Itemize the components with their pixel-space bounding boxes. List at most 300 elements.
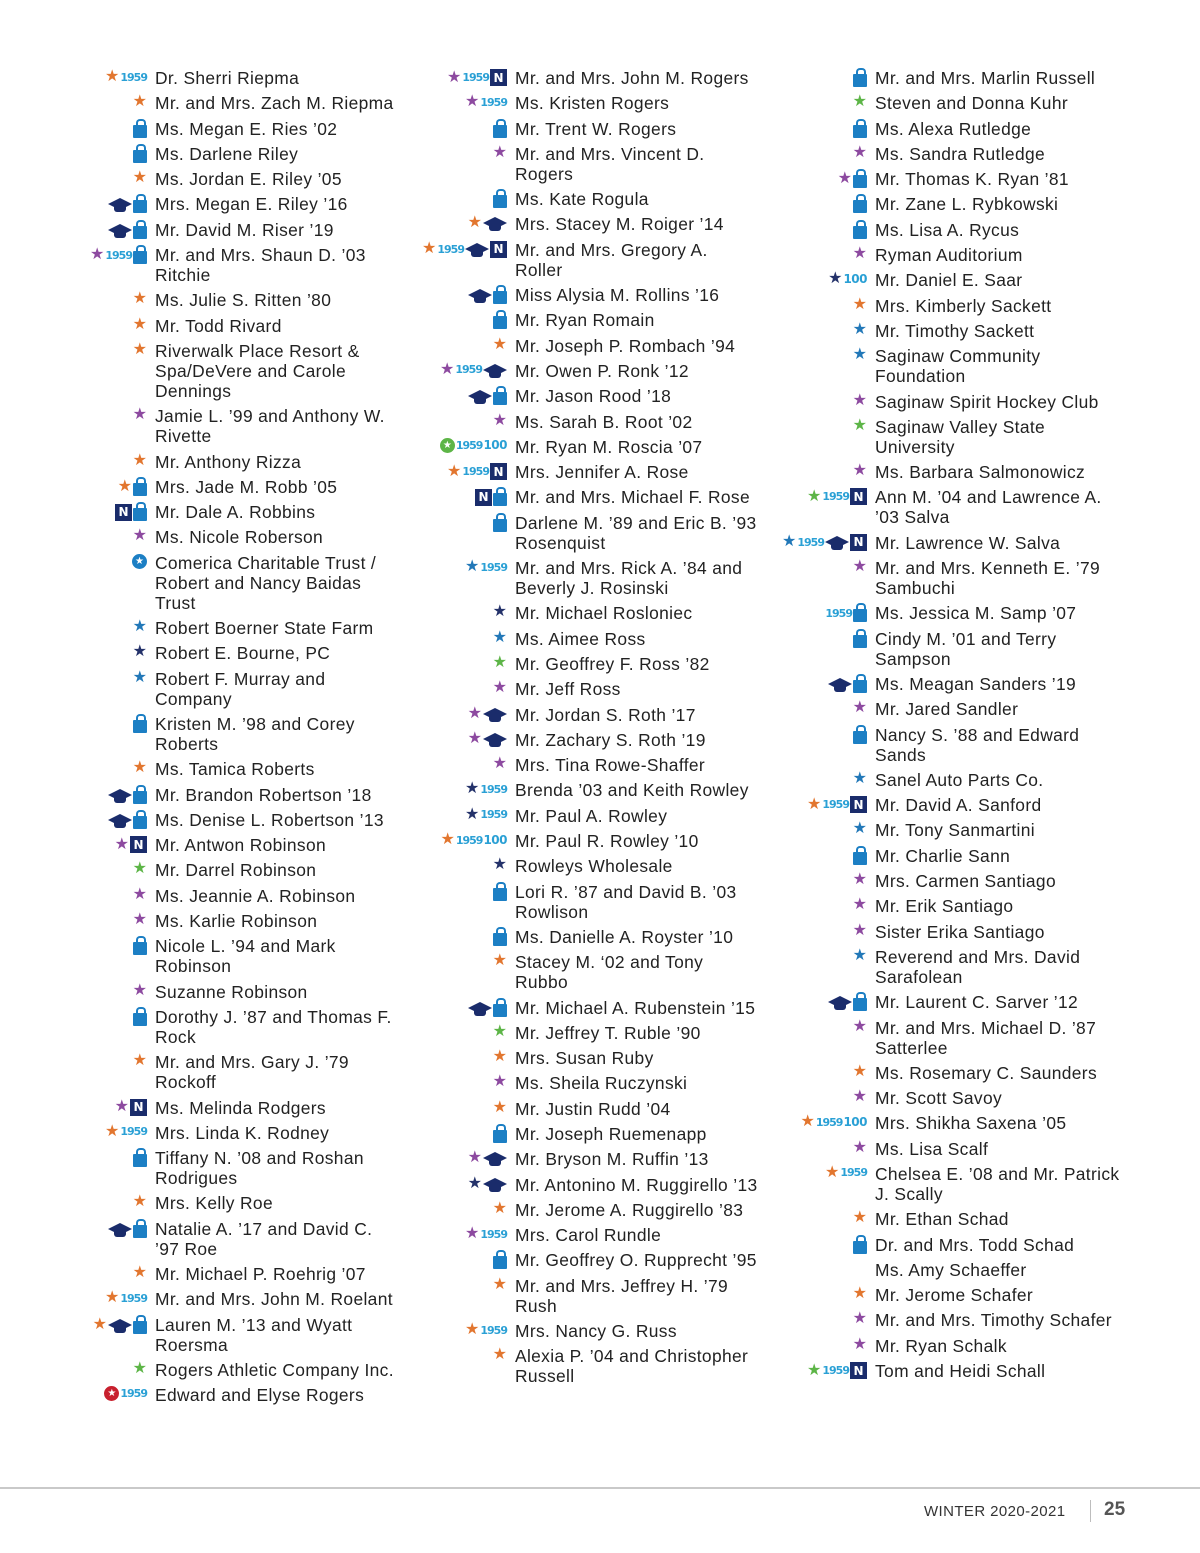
donor-name: Mr. Daniel E. Saar — [875, 270, 1023, 291]
star-orange-icon: ★ — [132, 1263, 147, 1281]
donor-name: Mrs. Susan Ruby — [515, 1048, 654, 1069]
star-teal-icon: ★ — [132, 618, 147, 636]
recognition-icons — [468, 731, 507, 747]
donor-name: Mr. Ethan Schad — [875, 1209, 1009, 1230]
year-1959-icon: 1959 — [480, 808, 507, 822]
donor-entry — [720, 462, 1120, 482]
donor-entry — [360, 654, 760, 674]
star-teal-icon: ★ — [492, 628, 507, 646]
year-1959-icon: 1959 — [462, 465, 489, 479]
hundred-icon: 100 — [483, 438, 507, 453]
donor-name: Lori R. ’87 and David B. ’03 Rowlison — [515, 881, 737, 922]
donor-name: Mrs. Nancy G. Russ — [515, 1321, 677, 1342]
star-orange-icon: ★ — [852, 295, 867, 313]
star-purple-icon: ★ — [132, 981, 147, 999]
year-1959-icon: 1959 — [120, 1387, 147, 1401]
donor-entry — [360, 755, 760, 775]
recognition-icons — [493, 413, 507, 429]
donor-entry — [360, 882, 760, 922]
shopping-bag-icon — [853, 635, 867, 648]
recognition-icons — [853, 69, 867, 87]
graduation-cap-icon — [825, 534, 849, 550]
star-purple-icon: ★ — [852, 558, 867, 576]
recognition-icons — [493, 1347, 507, 1363]
shopping-bag-icon — [853, 852, 867, 865]
shopping-bag-icon — [133, 226, 147, 239]
donor-name: Mr. and Mrs. Timothy Schafer — [875, 1310, 1112, 1331]
donor-entry — [0, 835, 400, 855]
donor-name: Mr. Bryson M. Ruffin ’13 — [515, 1149, 709, 1170]
donor-entry — [720, 245, 1120, 265]
donor-name: Ms. Danielle A. Royster ’10 — [515, 926, 734, 947]
year-1959-icon: 1959 — [480, 1323, 507, 1337]
star-purple-icon: ★ — [132, 911, 147, 929]
donor-entry — [360, 1225, 760, 1245]
recognition-icons — [807, 1362, 867, 1379]
donor-name: Mr. Laurent C. Sarver ’12 — [875, 992, 1079, 1013]
donor-entry — [720, 1113, 1120, 1133]
recognition-icons — [115, 836, 147, 853]
recognition-icons — [93, 1316, 147, 1334]
donor-entry — [360, 831, 760, 851]
star-navy-icon: ★ — [492, 856, 507, 874]
year-1959-icon: 1959 — [480, 560, 507, 574]
star-green-icon: ★ — [852, 416, 867, 434]
star-purple-icon: ★ — [440, 360, 455, 378]
donor-entry — [720, 992, 1120, 1012]
donor-entry — [360, 1099, 760, 1119]
donor-entry — [360, 1346, 760, 1386]
recognition-icons — [468, 215, 507, 231]
donor-name: Mr. Justin Rudd ’04 — [515, 1098, 671, 1119]
star-purple-icon: ★ — [492, 411, 507, 429]
year-1959-icon: 1959 — [455, 438, 483, 452]
donor-name: Riverwalk Place Resort & Spa/DeVere and Carole Dennings — [155, 340, 360, 401]
recognition-icons — [825, 604, 867, 622]
recognition-icons — [90, 246, 147, 264]
donor-entry — [360, 1200, 760, 1220]
donor-name: Ms. Kate Rogula — [515, 189, 649, 210]
donor-name: Dorothy J. ’87 and Thomas F. Rock — [155, 1006, 392, 1047]
donor-entry — [0, 316, 400, 336]
shopping-bag-icon — [493, 291, 507, 304]
donor-name: Mr. and Mrs. Michael D. ’87 Satterlee — [875, 1017, 1097, 1058]
recognition-icons — [468, 387, 507, 405]
donor-name: Mrs. Carmen Santiago — [875, 871, 1056, 892]
graduation-cap-icon — [468, 287, 492, 303]
donor-name: Mr. Zane L. Rybkowski — [875, 194, 1059, 215]
donor-name: Miss Alysia M. Rollins ’16 — [515, 285, 720, 306]
recognition-icons — [468, 1150, 507, 1166]
donor-name: Brenda ’03 and Keith Rowley — [515, 780, 749, 801]
donor-name: Reverend and Mrs. David Sarafolean — [875, 946, 1081, 987]
recognition-icons — [133, 670, 147, 686]
graduation-cap-icon — [108, 1221, 132, 1237]
recognition-icons — [493, 604, 507, 620]
donor-name: Mr. and Mrs. Shaun D. ’03 Ritchie — [155, 245, 366, 286]
recognition-icons — [493, 928, 507, 946]
donor-name: Mrs. Linda K. Rodney — [155, 1122, 330, 1143]
star-orange-icon: ★ — [492, 1346, 507, 1364]
donor-name: Ms. Julie S. Ritten ’80 — [155, 290, 332, 311]
recognition-icons — [493, 1251, 507, 1269]
donor-entry — [360, 412, 760, 432]
graduation-cap-icon — [108, 222, 132, 238]
star-teal-icon: ★ — [132, 668, 147, 686]
recognition-icons — [493, 953, 507, 969]
donor-entry — [720, 487, 1120, 527]
recognition-icons — [853, 1286, 867, 1302]
star-orange-icon: ★ — [852, 1209, 867, 1227]
star-purple-icon: ★ — [852, 871, 867, 889]
donor-entry — [720, 119, 1120, 139]
page-number: 25 — [1104, 1499, 1126, 1520]
donor-entry — [720, 68, 1120, 88]
recognition-icons — [853, 1019, 867, 1035]
donor-entry — [0, 68, 400, 88]
donor-entry — [360, 952, 760, 992]
year-1959-icon: 1959 — [825, 606, 852, 620]
donor-entry — [0, 341, 400, 401]
donor-name: Mrs. Kimberly Sackett — [875, 295, 1052, 316]
donor-entry — [360, 189, 760, 209]
donor-name: Mr. Thomas K. Ryan ’81 — [875, 169, 1069, 190]
recognition-icons — [782, 534, 867, 551]
year-1959-icon: 1959 — [480, 95, 507, 109]
recognition-icons — [133, 342, 147, 358]
recognition-icons — [853, 393, 867, 409]
recognition-icons — [493, 337, 507, 353]
donor-name: Ms. Tamica Roberts — [155, 759, 315, 780]
star-orange-icon: ★ — [492, 952, 507, 970]
donor-entry — [720, 871, 1120, 891]
recognition-icons — [133, 760, 147, 776]
recognition-icons — [133, 170, 147, 186]
recognition-icons — [133, 1008, 147, 1026]
donor-entry — [360, 927, 760, 947]
donor-entry — [360, 487, 760, 507]
recognition-icons — [132, 554, 147, 569]
donor-name: Dr. Sherri Riepma — [155, 68, 300, 88]
donor-name: Mr. Lawrence W. Salva — [875, 532, 1061, 553]
donor-entry — [360, 558, 760, 598]
donor-name: Mr. and Mrs. Jeffrey H. ’79 Rush — [515, 1275, 729, 1316]
donor-name: Mr. and Mrs. Rick A. ’84 and Beverly J. Rosinski — [515, 558, 743, 599]
recognition-icons — [133, 94, 147, 110]
donor-name: Ms. Lisa A. Rycus — [875, 219, 1020, 240]
recognition-icons — [493, 655, 507, 671]
recognition-icons — [853, 700, 867, 716]
donor-entry — [0, 1289, 400, 1309]
donor-entry — [720, 220, 1120, 240]
donor-name: Chelsea E. ’08 and Mr. Patrick J. Scally — [875, 1163, 1120, 1204]
donor-name: Rogers Athletic Company Inc. — [155, 1359, 394, 1380]
donor-name: Mr. David M. Riser ’19 — [155, 219, 334, 240]
shopping-bag-icon — [133, 1154, 147, 1167]
year-1959-icon: 1959 — [480, 782, 507, 796]
recognition-icons — [468, 1176, 507, 1192]
star-orange-icon: ★ — [440, 831, 455, 849]
donor-entry — [0, 1315, 400, 1355]
star-orange-icon: ★ — [807, 795, 822, 813]
shopping-bag-icon — [493, 1004, 507, 1017]
star-purple-icon: ★ — [852, 699, 867, 717]
n-club-icon: N — [850, 488, 867, 505]
donor-name: Mr. Anthony Rizza — [155, 451, 302, 472]
donor-entry — [0, 911, 400, 931]
star-orange-icon: ★ — [852, 1285, 867, 1303]
n-club-icon: N — [115, 504, 132, 521]
donor-entry — [720, 603, 1120, 623]
donor-name: Mrs. Carol Rundle — [515, 1225, 662, 1246]
recognition-icons — [853, 630, 867, 648]
donor-name: Mr. Geoffrey F. Ross ’82 — [515, 653, 710, 674]
shopping-bag-icon — [493, 195, 507, 208]
donor-name: Mr. Geoffrey O. Rupprecht ’95 — [515, 1250, 757, 1271]
recognition-icons — [465, 94, 507, 110]
donor-entry — [360, 513, 760, 553]
donor-entry — [720, 533, 1120, 553]
recognition-icons — [133, 528, 147, 544]
shopping-bag-icon — [853, 680, 867, 693]
n-club-icon: N — [490, 241, 507, 258]
star-purple-icon: ★ — [852, 1310, 867, 1328]
star-purple-icon: ★ — [467, 1149, 482, 1167]
recognition-icons — [807, 796, 867, 813]
star-purple-icon: ★ — [132, 527, 147, 545]
hundred-icon: 100 — [843, 272, 867, 287]
star-orange-icon: ★ — [132, 340, 147, 358]
donor-entry — [360, 214, 760, 234]
donor-name: Mr. Jason Rood ’18 — [515, 386, 672, 407]
recognition-icons — [133, 983, 147, 999]
shopping-bag-icon — [853, 1241, 867, 1254]
donor-name: Ms. Aimee Ross — [515, 628, 646, 649]
donor-entry — [720, 194, 1120, 214]
star-purple-icon: ★ — [114, 835, 129, 853]
donor-entry — [0, 144, 400, 164]
donor-name: Tiffany N. ’08 and Roshan Rodrigues — [155, 1148, 364, 1189]
recognition-icons — [493, 1049, 507, 1065]
donor-name: Ms. Jessica M. Samp ’07 — [875, 603, 1077, 624]
recognition-icons — [133, 1361, 147, 1377]
recognition-icons — [853, 221, 867, 239]
star-orange-icon: ★ — [132, 93, 147, 111]
donor-entry — [0, 1052, 400, 1092]
star-purple-icon: ★ — [132, 406, 147, 424]
footer-separator — [1090, 1500, 1091, 1522]
year-1959-icon: 1959 — [105, 248, 132, 262]
n-club-icon: N — [475, 489, 492, 506]
donor-entry — [360, 361, 760, 381]
graduation-cap-icon — [108, 787, 132, 803]
donor-name: Ms. Jeannie A. Robinson — [155, 885, 356, 906]
donor-name: Mr. and Mrs. Michael F. Rose — [515, 487, 750, 508]
donor-entry — [360, 603, 760, 623]
recognition-icons — [468, 999, 507, 1017]
donor-entry — [720, 1139, 1120, 1159]
shopping-bag-icon — [493, 1130, 507, 1143]
donor-entry — [360, 730, 760, 750]
shopping-bag-icon — [133, 483, 147, 496]
shopping-bag-icon — [133, 1225, 147, 1238]
donor-entry — [720, 674, 1120, 694]
hundred-icon: 100 — [843, 1115, 867, 1130]
star-purple-icon: ★ — [852, 896, 867, 914]
recognition-icons — [133, 1149, 147, 1167]
star-purple-icon: ★ — [492, 755, 507, 773]
donor-name: Mrs. Stacey M. Roiger ’14 — [515, 214, 724, 235]
recognition-icons — [493, 514, 507, 532]
recognition-icons — [104, 1386, 147, 1401]
donor-name: Mr. Jeffrey T. Ruble ’90 — [515, 1022, 701, 1043]
donor-entry — [720, 699, 1120, 719]
donor-name: Ms. Kristen Rogers — [515, 93, 670, 114]
recognition-icons — [133, 1265, 147, 1281]
star-orange-icon: ★ — [492, 1098, 507, 1116]
recognition-icons — [115, 503, 147, 521]
circled-star-red-icon: ★ — [104, 1386, 119, 1401]
donor-name: Mr. and Mrs. Marlin Russell — [875, 68, 1096, 88]
recognition-icons — [853, 771, 867, 787]
donor-entry — [0, 93, 400, 113]
recognition-icons — [853, 246, 867, 262]
recognition-icons — [440, 438, 507, 453]
donor-name: Ms. Sarah B. Root ’02 — [515, 411, 693, 432]
donor-name: Saginaw Spirit Hockey Club — [875, 391, 1099, 412]
recognition-icons — [108, 811, 147, 829]
donor-name: Ryman Auditorium — [875, 245, 1023, 266]
recognition-icons — [493, 756, 507, 772]
donor-name: Mr. and Mrs. John M. Rogers — [515, 68, 749, 88]
star-purple-icon: ★ — [467, 704, 482, 722]
donor-name: Mr. Brandon Robertson ’18 — [155, 784, 372, 805]
recognition-icons — [853, 923, 867, 939]
star-teal-icon: ★ — [852, 769, 867, 787]
star-green-icon: ★ — [132, 1359, 147, 1377]
recognition-icons — [105, 1290, 147, 1306]
recognition-icons — [800, 1114, 867, 1130]
donor-entry — [360, 780, 760, 800]
donor-entry — [720, 296, 1120, 316]
graduation-cap-icon — [483, 706, 507, 722]
star-teal-icon: ★ — [852, 946, 867, 964]
shopping-bag-icon — [493, 125, 507, 138]
donor-name: Darlene M. ’89 and Eric B. ’93 Rosenquist — [515, 512, 757, 553]
donor-entry — [360, 93, 760, 113]
donor-name: Mrs. Jade M. Robb ’05 — [155, 476, 338, 497]
donor-name: Mr. Michael A. Rubenstein ’15 — [515, 997, 756, 1018]
shopping-bag-icon — [493, 316, 507, 329]
n-club-icon: N — [130, 1099, 147, 1116]
shopping-bag-icon — [133, 508, 147, 521]
donor-name: Rowleys Wholesale — [515, 856, 673, 877]
shopping-bag-icon — [853, 175, 867, 188]
donor-entry — [720, 725, 1120, 765]
donor-name: Mr. Ryan M. Roscia ’07 — [515, 436, 703, 457]
donor-entry — [0, 785, 400, 805]
donor-entry — [720, 1088, 1120, 1108]
donor-entry — [720, 417, 1120, 457]
year-1959-icon: 1959 — [455, 363, 482, 377]
year-1959-icon: 1959 — [480, 1227, 507, 1241]
shopping-bag-icon — [133, 150, 147, 163]
donor-entry — [0, 194, 400, 214]
donor-entry — [360, 1048, 760, 1068]
donor-entry — [0, 759, 400, 779]
donor-name: Mr. Owen P. Ronk ’12 — [515, 360, 689, 381]
donor-column-2 — [360, 68, 760, 1392]
recognition-icons — [108, 221, 147, 239]
star-orange-icon: ★ — [132, 315, 147, 333]
star-navy-icon: ★ — [467, 1174, 482, 1192]
donor-entry — [720, 321, 1120, 341]
recognition-icons — [105, 69, 147, 85]
star-green-icon: ★ — [807, 487, 822, 505]
shopping-bag-icon — [133, 251, 147, 264]
recognition-icons — [422, 241, 507, 258]
donor-name: Kristen M. ’98 and Corey Roberts — [155, 713, 355, 754]
donor-name: Mr. Ryan Schalk — [875, 1335, 1007, 1356]
donor-name: Steven and Donna Kuhr — [875, 93, 1068, 114]
shopping-bag-icon — [493, 1256, 507, 1269]
donor-name: Ms. Sheila Ruczynski — [515, 1073, 688, 1094]
recognition-icons — [447, 69, 507, 86]
donor-name: Mr. Paul A. Rowley — [515, 805, 668, 826]
donor-entry — [360, 285, 760, 305]
recognition-icons — [493, 1277, 507, 1293]
year-1959-icon: 1959 — [120, 1125, 147, 1139]
donor-name: Tom and Heidi Schall — [875, 1361, 1046, 1382]
star-orange-icon: ★ — [92, 1315, 107, 1333]
recognition-icons — [853, 1311, 867, 1327]
recognition-icons — [133, 120, 147, 138]
year-1959-icon: 1959 — [822, 1364, 849, 1378]
donor-entry — [720, 896, 1120, 916]
star-orange-icon: ★ — [492, 1048, 507, 1066]
recognition-icons — [465, 1322, 507, 1338]
n-club-icon: N — [850, 1362, 867, 1379]
donor-entry — [360, 1124, 760, 1144]
donor-entry — [720, 1063, 1120, 1083]
donor-name: Mr. Tony Sanmartini — [875, 820, 1036, 841]
star-navy-icon: ★ — [828, 270, 843, 288]
donor-entry — [720, 1164, 1120, 1204]
donor-name: Natalie A. ’17 and David C. ’97 Roe — [155, 1218, 373, 1259]
donor-name: Mr. Antonino M. Ruggirello ’13 — [515, 1174, 758, 1195]
donor-entry — [360, 310, 760, 330]
year-1959-icon: 1959 — [120, 1291, 147, 1305]
star-green-icon: ★ — [807, 1361, 822, 1379]
recognition-icons — [853, 120, 867, 138]
donor-entry — [0, 1123, 400, 1143]
donor-entry — [360, 1321, 760, 1341]
year-1959-icon: 1959 — [815, 1115, 843, 1129]
star-teal-icon: ★ — [465, 558, 480, 576]
shopping-bag-icon — [853, 731, 867, 744]
donor-name: Mr. Paul R. Rowley ’10 — [515, 831, 699, 852]
recognition-icons — [133, 861, 147, 877]
star-purple-icon: ★ — [465, 93, 480, 111]
recognition-icons — [133, 1194, 147, 1210]
hundred-icon: 100 — [483, 833, 507, 848]
recognition-icons — [853, 559, 867, 575]
recognition-icons — [853, 297, 867, 313]
donor-entry — [0, 119, 400, 139]
star-purple-icon: ★ — [852, 462, 867, 480]
star-purple-icon: ★ — [852, 391, 867, 409]
donor-entry — [360, 240, 760, 280]
